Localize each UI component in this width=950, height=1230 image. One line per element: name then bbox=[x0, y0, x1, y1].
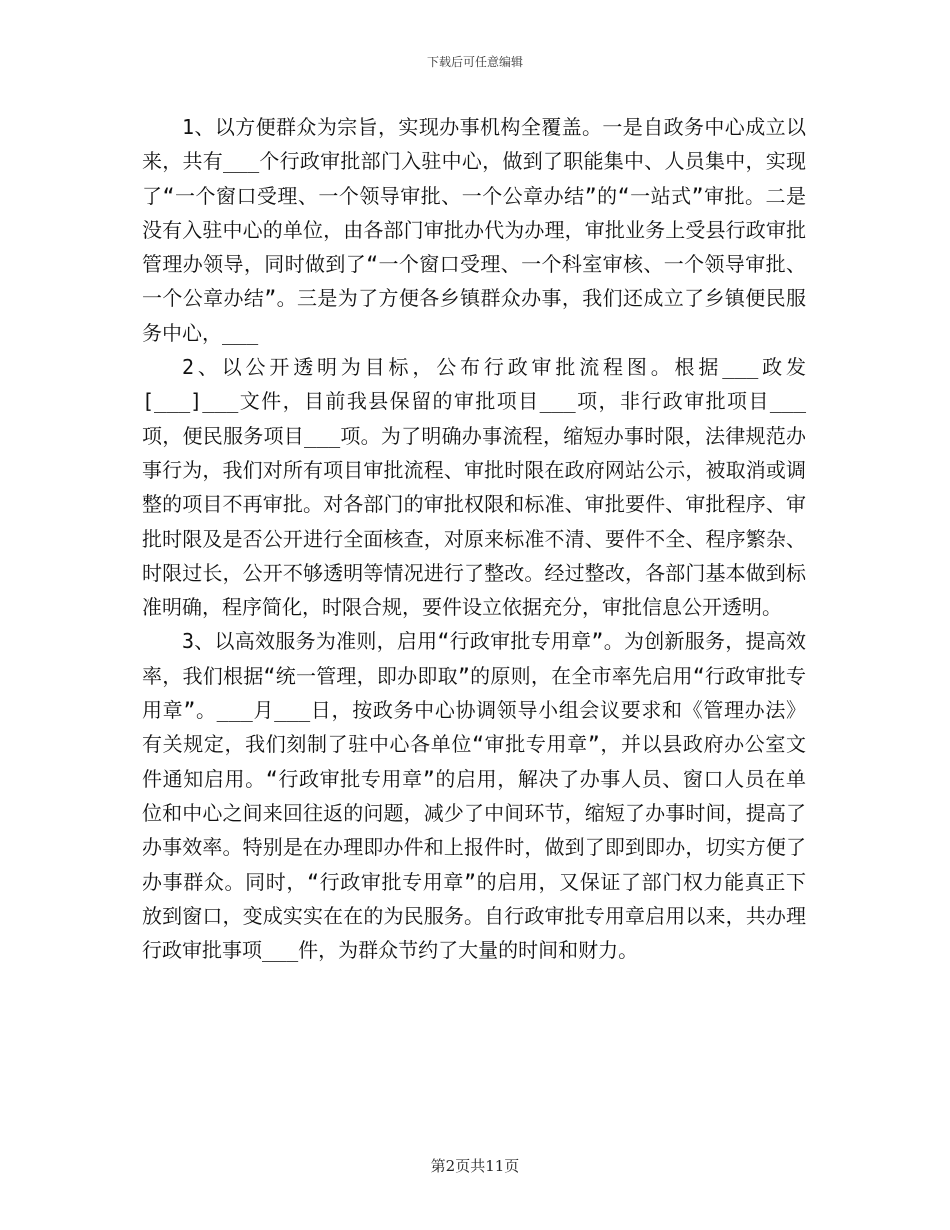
paragraph-3: 3、以高效服务为准则，启用“行政审批专用章”。为创新服务，提高效率，我们根据“统一管理，即办即取”的原则，在全市率先启用“行政审批专用章”。___月___日，按政务中心协调领导小组会议要求和《管理办法》有关规定，我们刻制了驻中心各单位“审批专用章”，并以县政府办公室文件通知启用。“行政审批专用章”的启用，解决了办事人员、窗口人员在单位和中心之间来回往返的问题，减少了中间环节，缩短了办事时间，提高了办事效率。特别是在办理即办件和上报件时，做到了即到即办，切实方便了办事群众。同时，“行政审批专用章”的启用，又保证了部门权力能真正下放到窗口，变成实实在在的为民服务。自行政审批专用章启用以来，共办理行政审批事项___件，为群众节约了大量的时间和财力。 bbox=[142, 629, 806, 963]
document-body bbox=[142, 110, 806, 967]
page-number: 第2页共11页 bbox=[430, 1157, 520, 1175]
paragraph-1: 1、以方便群众为宗旨，实现办事机构全覆盖。一是自政务中心成立以来，共有___个行政审批部门入驻中心，做到了职能集中、人员集中，实现了“一个窗口受理、一个领导审批、一个公章办结”的“一站式”审批。二是没有入驻中心的单位，由各部门审批办代为办理，审批业务上受县行政审批管理办领导，同时做到了“一个窗口受理、一个科室审核、一个领导审批、一个公章办结”。三是为了方便各乡镇群众办事，我们还成立了乡镇便民服务中心，___ bbox=[142, 115, 806, 345]
header-note: 下载后可任意编辑 bbox=[426, 55, 523, 69]
paragraph-2: 2、以公开透明为目标，公布行政审批流程图。根据___政发[___]___文件，目前我县保留的审批项目___项，非行政审批项目___项，便民服务项目___项。为了明确办事流程，缩短办事时限，法律规范办事行为，我们对所有项目审批流程、审批时限在政府网站公示，被取消或调整的项目不再审批。对各部门的审批权限和标准、审批要件、审批程序、审批时限及是否公开进行全面核查，对原来标准不清、要件不全、程序繁杂、时限过长，公开不够透明等情况进行了整改。经过整改，各部门基本做到标准明确，程序简化，时限合规，要件设立依据充分，审批信息公开透明。 bbox=[142, 355, 806, 620]
